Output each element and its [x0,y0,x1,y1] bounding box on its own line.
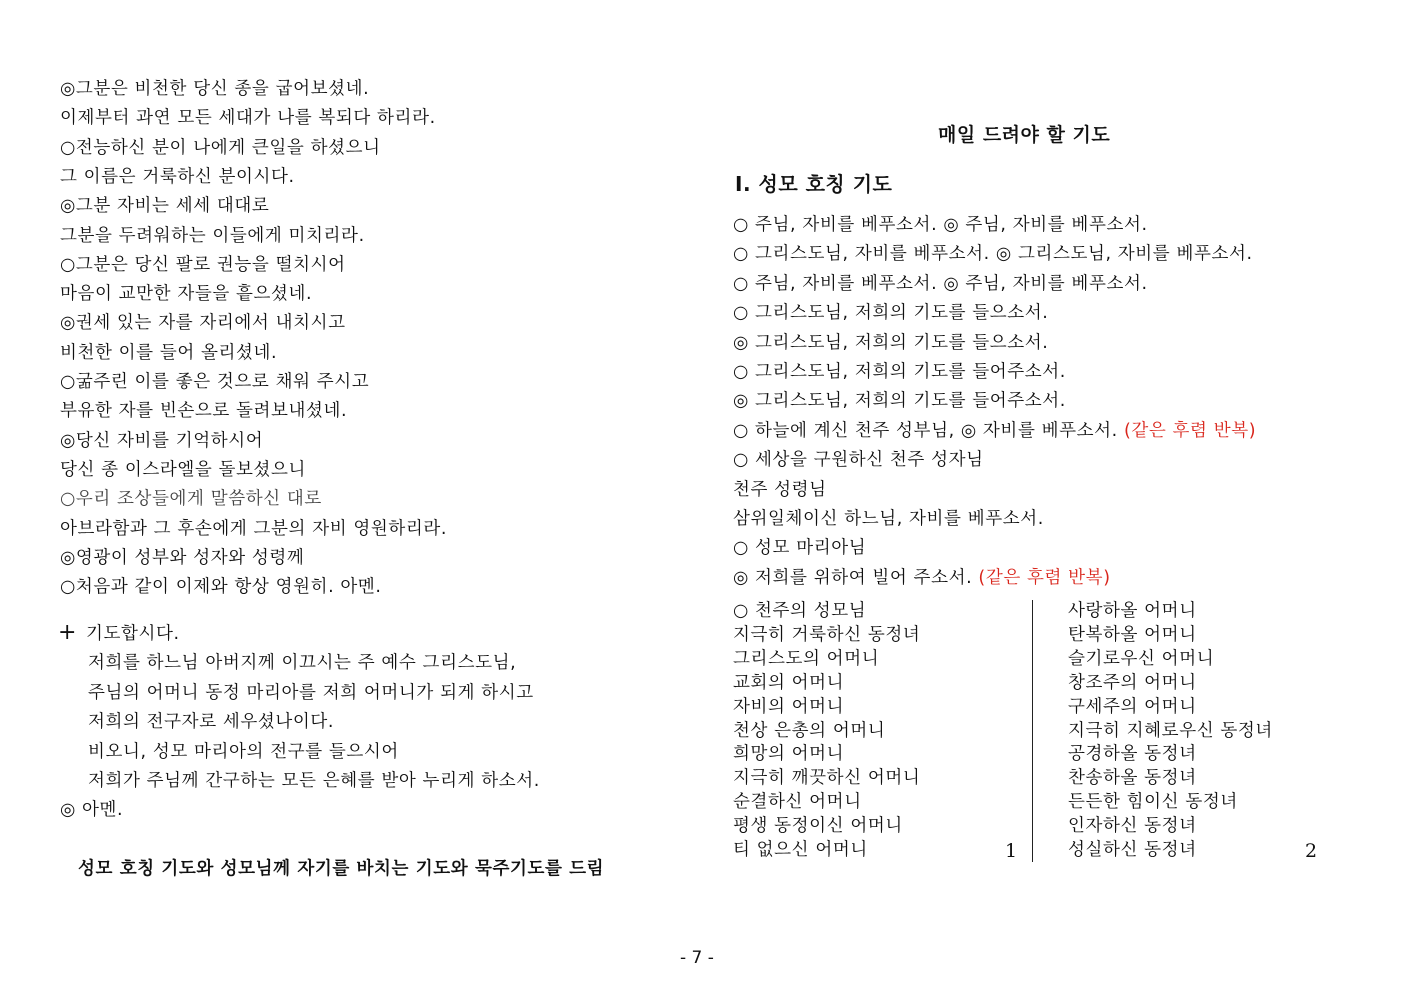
litany-line-text: ○ 그리스도님, 저희의 기도를 들어주소서. [733,362,1066,382]
litany-line [733,479,827,501]
canticle-line: ◎그분은 비천한 당신 종을 굽어보셨네. [60,79,370,99]
canticle-line: ○전능하신 분이 나에게 큰일을 하셨으니 [60,137,381,158]
litany-line [733,214,1148,236]
prayer-heading: 기도합시다. [86,624,180,644]
canticle-line: ◎권세 있는 자를 자리에서 내치시고 [60,313,346,334]
prayer-line: 비오니, 성모 마리아의 전구를 들으시어 [88,741,399,762]
litany-line-text: ○ 성모 마리아님 [733,538,867,559]
canticle-line: ○처음과 같이 이제와 항상 영원히. 아멘. [60,577,382,598]
litany-title-item: 성실하신 동정녀 [1068,840,1197,860]
prayer-line: 저희가 주님께 간구하는 모든 은혜를 받아 누리게 하소서. [88,771,540,791]
section-heading: Ⅰ. 성모 호칭 기도 [735,172,893,196]
litany-title-item: 순결하신 어머니 [733,792,862,813]
litany-title-item: 평생 동정이신 어머니 [733,816,903,837]
canticle-line: 당신 종 이스라엘을 돌보셨으니 [60,459,307,480]
litany-line [733,243,1253,265]
litany-line [733,449,984,471]
prayer-line: 저희를 하느님 아버지께 이끄시는 주 예수 그리스도님, [88,653,517,673]
column-divider [1032,600,1033,862]
litany-title-item: 창조주의 어머니 [1068,672,1197,693]
litany-title-item: 찬송하올 동정녀 [1068,768,1197,789]
prayer-line: 주님의 어머니 동정 마리아를 저희 어머니가 되게 하시고 [88,682,534,703]
litany-line [733,508,1044,530]
refrain-repeat-note: (같은 후렴 반복) [1123,420,1257,441]
litany-title-item: 사랑하올 어머니 [1068,601,1197,621]
canticle-line: ◎그분 자비는 세세 대대로 [60,196,270,217]
litany-line-text: ○ 주님, 자비를 베푸소서. ◎ 주님, 자비를 베푸소서. [733,273,1148,294]
litany-line-text: ○ 하늘에 계신 천주 성부님, ◎ 자비를 베푸소서. [733,420,1124,441]
litany-line-text: ○ 그리스도님, 자비를 베푸소서. ◎ 그리스도님, 자비를 베푸소서. [733,244,1253,265]
litany-line [733,390,1066,412]
litany-title-item: 그리스도의 어머니 [733,648,880,669]
litany-title-item: 자비의 어머니 [733,696,845,717]
canticle-line: 그분을 두려워하는 이들에게 미치리라. [60,225,365,246]
canticle-line: 비천한 이를 들어 올리셨네. [60,342,278,363]
litany-line-text: ◎ 그리스도님, 저희의 기도를 들으소서. [733,332,1049,353]
litany-line [733,567,1111,589]
litany-line-text: ○ 주님, 자비를 베푸소서. ◎ 주님, 자비를 베푸소서. [733,215,1148,235]
litany-title-item: 지극히 거룩하신 동정녀 [733,624,921,645]
footer-bold-instruction: 성모 호칭 기도와 성모님께 자기를 바치는 기도와 묵주기도를 드림 [78,859,605,879]
canticle-line: ◎당신 자비를 기억하시어 [60,430,264,451]
litany-title-item: 탄복하올 어머니 [1068,624,1197,645]
canticle-line: 아브라함과 그 후손에게 그분의 자비 영원하리라. [60,518,448,539]
column-number-2: 2 [1305,840,1318,862]
litany-line-text: 삼위일체이신 하느님, 자비를 베푸소서. [733,509,1044,529]
litany-title-item: 희망의 어머니 [733,744,845,765]
canticle-line: 부유한 자를 빈손으로 돌려보내셨네. [60,401,348,422]
prayer-cross-mark: + [58,620,78,645]
litany-line [733,302,1048,324]
amen-line: ◎ 아멘. [60,800,124,820]
prayer-line: 저희의 전구자로 세우셨나이다. [88,712,335,732]
litany-title-item: 구세주의 어머니 [1068,696,1197,717]
litany-title-item: 슬기로우신 어머니 [1068,648,1215,669]
litany-title-item: ○ 천주의 성모님 [733,601,867,621]
litany-line [733,420,1256,442]
litany-line-text: ○ 그리스도님, 저희의 기도를 들으소서. [733,303,1049,324]
canticle-line: 마음이 교만한 자들을 흩으셨네. [60,284,313,305]
column-number-1: 1 [1005,840,1018,862]
litany-title-item: 공경하올 동정녀 [1068,744,1197,765]
litany-line-text: ◎ 그리스도님, 저희의 기도를 들어주소서. [733,391,1066,412]
canticle-line: ◎영광이 성부와 성자와 성령께 [60,547,305,568]
litany-title-item: 티 없으신 어머니 [733,840,868,860]
litany-title-item: 교회의 어머니 [733,672,845,693]
canticle-line: ○그분은 당신 팔로 권능을 떨치시어 [60,254,346,275]
canticle-line: 이제부터 과연 모든 세대가 나를 복되다 하리라. [60,108,436,129]
litany-line-text: ◎ 저희를 위하여 빌어 주소서. [733,567,979,588]
litany-title-item: 천상 은총의 어머니 [733,720,886,741]
canticle-line: ○우리 조상들에게 말씀하신 대로 [60,489,322,510]
litany-line [733,361,1066,383]
canticle-line: 그 이름은 거룩하신 분이시다. [60,166,295,187]
canticle-line: ○굶주린 이를 좋은 것으로 채워 주시고 [60,372,370,392]
litany-title-item: 인자하신 동정녀 [1068,816,1197,837]
litany-title-item: 든든한 힘이신 동정녀 [1068,792,1238,813]
litany-line-text: ○ 세상을 구원하신 천주 성자님 [733,450,984,471]
refrain-repeat-note: (같은 후렴 반복) [978,567,1111,588]
page-number: - 7 - [680,948,714,968]
litany-line [733,332,1048,354]
litany-title-item: 지극히 지혜로우신 동정녀 [1068,720,1273,741]
litany-line-text: 천주 성령님 [733,479,827,500]
litany-line [733,537,866,559]
litany-line [733,273,1148,295]
page-title: 매일 드려야 할 기도 [938,124,1111,146]
litany-title-item: 지극히 깨끗하신 어머니 [733,768,921,789]
